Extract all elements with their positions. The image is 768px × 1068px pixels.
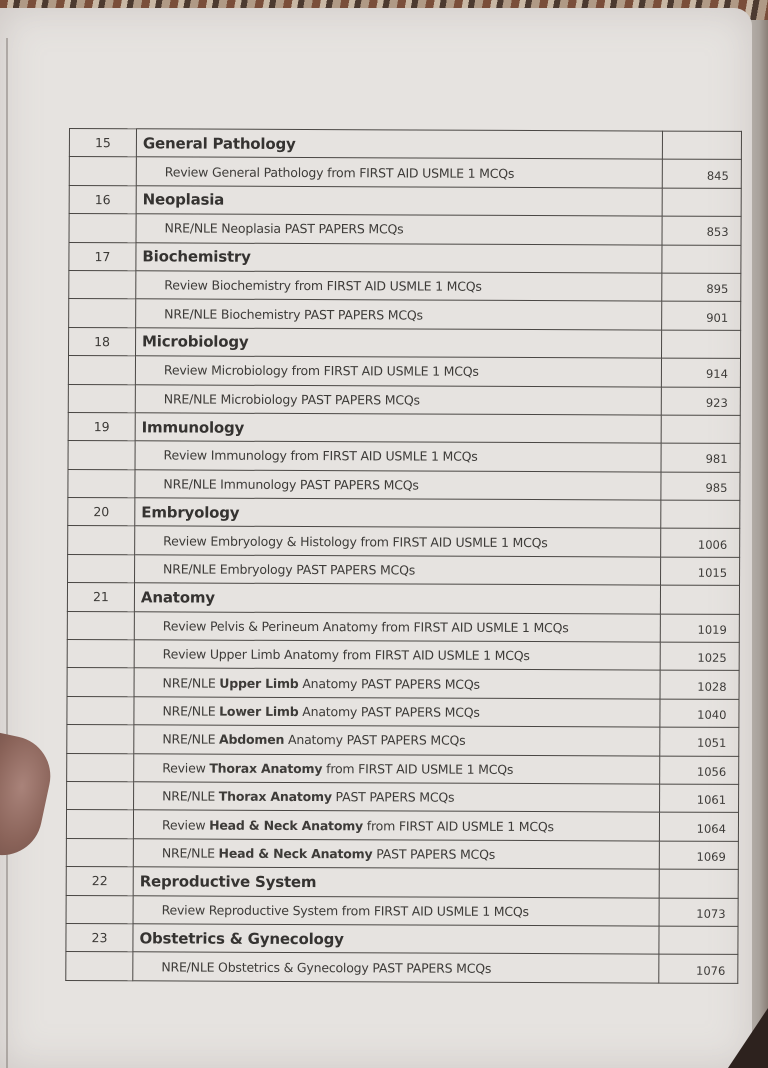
chapter-number: 16 (69, 185, 136, 214)
empty-number-cell (67, 640, 134, 669)
entry-text: Review Immunology from FIRST AID USMLE 1 MCQs (163, 447, 478, 465)
entry-title (133, 810, 659, 841)
entry-title (136, 157, 662, 188)
chapter-row (66, 867, 738, 898)
entry-page-number: 1069 (659, 841, 738, 870)
empty-number-cell (68, 554, 135, 583)
chapter-number: 18 (69, 327, 136, 356)
entry-text-bold: Abdomen (219, 732, 285, 748)
entry-title (135, 441, 661, 472)
chapter-row (69, 185, 741, 216)
entry-page-number: 1073 (659, 898, 738, 927)
entry-page-number: 1040 (660, 699, 739, 728)
entry-text-prefix: NRE/NLE (162, 731, 220, 748)
entry-page-number: 853 (662, 216, 741, 245)
entry-text-prefix: NRE/NLE (162, 788, 219, 804)
empty-number-cell (66, 952, 133, 981)
entry-title (136, 299, 662, 330)
empty-number-cell (68, 526, 135, 555)
entry-text-bold: Head & Neck Anatomy (209, 817, 364, 833)
entry-row (66, 810, 738, 841)
chapter-title: Immunology (135, 413, 661, 444)
entry-row (69, 270, 741, 301)
entry-text-bold: Lower Limb (219, 703, 299, 720)
entry-text: Review Microbiology from FIRST AID USMLE 1 MCQs (163, 362, 479, 380)
page-cell-empty (662, 330, 741, 359)
entry-title (134, 611, 660, 642)
entry-row (67, 725, 739, 756)
empty-number-cell (67, 668, 134, 697)
entry-text: Review General Pathology from FIRST AID USMLE 1 MCQs (164, 163, 515, 181)
entry-page-number: 914 (661, 358, 740, 387)
entry-row (67, 753, 739, 784)
chapter-number: 20 (68, 498, 135, 527)
empty-number-cell (69, 270, 136, 299)
chapter-title: Obstetrics & Gynecology (133, 924, 659, 955)
chapter-number: 17 (69, 242, 136, 271)
chapter-title: General Pathology (136, 129, 662, 160)
empty-number-cell (67, 725, 134, 754)
chapter-row (68, 412, 740, 443)
page-cell-empty (662, 245, 741, 274)
empty-number-cell (69, 214, 136, 243)
entry-text: Review Biochemistry from FIRST AID USMLE 1 MCQs (164, 277, 482, 294)
entry-page-number: 1051 (660, 727, 739, 756)
page-cell-empty (661, 500, 740, 529)
chapter-title: Embryology (135, 498, 661, 529)
page-cell-empty (662, 188, 741, 217)
entry-title (134, 725, 660, 756)
empty-number-cell (67, 781, 134, 810)
empty-number-cell (67, 753, 134, 782)
empty-number-cell (68, 356, 135, 385)
entry-row (66, 952, 738, 983)
chapter-row (66, 923, 738, 954)
entry-page-number: 1006 (661, 529, 740, 558)
entry-row (69, 299, 741, 330)
entry-row (67, 668, 739, 699)
page-fold-line (6, 38, 8, 1068)
entry-text-bold: Upper Limb (219, 675, 299, 691)
entry-row (66, 838, 738, 869)
chapter-title: Biochemistry (136, 242, 662, 273)
entry-page-number: 1019 (660, 614, 739, 643)
entry-row (66, 895, 738, 926)
entry-row (68, 441, 740, 472)
entry-row (68, 469, 740, 500)
chapter-row (67, 583, 739, 614)
chapter-number: 21 (67, 583, 134, 612)
chapter-number: 15 (69, 129, 136, 158)
entry-title (135, 469, 661, 500)
entry-text: Review Reproductive System from FIRST AID USMLE 1 MCQs (161, 902, 529, 919)
chapter-number: 19 (68, 412, 135, 441)
entry-title (135, 555, 661, 586)
empty-number-cell (66, 810, 133, 839)
page-cell-empty (659, 926, 738, 955)
entry-title (134, 640, 660, 671)
page-cell-empty (661, 415, 740, 444)
empty-number-cell (67, 696, 134, 725)
entry-text-suffix: Anatomy PAST PAPERS MCQs (284, 732, 466, 749)
page-cell-empty (662, 131, 741, 160)
entry-row (69, 214, 741, 245)
entry-text: NRE/NLE Neoplasia PAST PAPERS MCQs (164, 220, 404, 237)
empty-number-cell (69, 157, 136, 186)
entry-title (135, 526, 661, 557)
chapter-row (68, 498, 740, 529)
entry-title (134, 697, 660, 728)
empty-number-cell (68, 384, 135, 413)
entry-text: NRE/NLE Obstetrics & Gynecology PAST PAPERS MCQs (161, 958, 492, 976)
entry-text: NRE/NLE Immunology PAST PAPERS MCQs (163, 476, 419, 493)
chapter-title: Neoplasia (136, 186, 662, 217)
empty-number-cell (66, 895, 133, 924)
empty-number-cell (66, 838, 133, 867)
entry-text-suffix: PAST PAPERS MCQs (331, 789, 455, 805)
entry-page-number: 901 (662, 301, 741, 330)
table-of-contents (65, 128, 742, 984)
entry-title (136, 214, 662, 245)
entry-page-number: 985 (661, 472, 740, 501)
page-cell-empty (660, 585, 739, 614)
entry-text-bold: Head & Neck Anatomy (218, 845, 373, 862)
entry-text-suffix: Anatomy PAST PAPERS MCQs (298, 704, 480, 720)
entry-text-suffix: Anatomy PAST PAPERS MCQs (298, 675, 480, 692)
entry-text: Review Embryology & Histology from FIRST AID USMLE 1 MCQs (163, 533, 548, 550)
entry-title (136, 271, 662, 302)
entry-page-number: 1064 (659, 812, 738, 841)
entry-page-number: 895 (662, 273, 741, 302)
entry-text-suffix: from FIRST AID USMLE 1 MCQs (322, 760, 514, 777)
entry-page-number: 1076 (659, 954, 738, 983)
entry-text: Review Upper Limb Anatomy from FIRST AID USMLE 1 MCQs (162, 646, 530, 664)
entry-page-number: 1061 (660, 784, 739, 813)
entry-title (133, 952, 659, 983)
entry-text: NRE/NLE Embryology PAST PAPERS MCQs (163, 561, 416, 578)
empty-number-cell (68, 469, 135, 498)
entry-title (135, 356, 661, 387)
entry-text-prefix: NRE/NLE (161, 845, 219, 861)
entry-text-prefix: NRE/NLE (162, 675, 220, 691)
chapter-row (69, 129, 741, 160)
entry-row (68, 384, 740, 415)
chapter-row (69, 242, 741, 273)
entry-row (67, 781, 739, 812)
entry-page-number: 981 (661, 443, 740, 472)
entry-row (69, 157, 741, 188)
entry-page-number: 845 (662, 159, 741, 188)
entry-page-number: 1056 (660, 756, 739, 785)
entry-text-suffix: from FIRST AID USMLE 1 MCQs (362, 817, 554, 834)
entry-row (67, 640, 739, 671)
entry-title (133, 839, 659, 870)
entry-text-bold: Thorax Anatomy (209, 760, 323, 776)
chapter-title: Microbiology (136, 328, 662, 359)
chapter-row (69, 327, 741, 358)
entry-title (135, 384, 661, 415)
toc-body (66, 129, 742, 984)
entry-row (67, 611, 739, 642)
entry-text: Review Pelvis & Perineum Anatomy from FIRST AID USMLE 1 MCQs (162, 618, 569, 636)
entry-text-prefix: NRE/NLE (162, 703, 220, 719)
entry-title (133, 895, 659, 926)
entry-title (134, 753, 660, 784)
entry-page-number: 1025 (660, 642, 739, 671)
entry-page-number: 1015 (661, 557, 740, 586)
entry-page-number: 1028 (660, 671, 739, 700)
entry-row (68, 356, 740, 387)
chapter-title: Anatomy (134, 583, 660, 614)
chapter-number: 22 (66, 867, 133, 896)
chapter-title: Reproductive System (133, 867, 659, 898)
entry-text-prefix: Review (161, 816, 210, 833)
entry-text-prefix: Review (162, 760, 210, 776)
empty-number-cell (67, 611, 134, 640)
entry-page-number: 923 (661, 387, 740, 416)
entry-row (67, 696, 739, 727)
empty-number-cell (68, 441, 135, 470)
entry-title (134, 782, 660, 813)
chapter-number: 23 (66, 923, 133, 952)
entry-row (68, 554, 740, 585)
entry-title (134, 668, 660, 699)
entry-text: NRE/NLE Microbiology PAST PAPERS MCQs (163, 391, 420, 408)
entry-text: NRE/NLE Biochemistry PAST PAPERS MCQs (164, 305, 423, 323)
entry-row (68, 526, 740, 557)
empty-number-cell (69, 299, 136, 328)
entry-text-suffix: PAST PAPERS MCQs (372, 846, 496, 862)
entry-text-bold: Thorax Anatomy (218, 788, 332, 805)
page-cell-empty (659, 869, 738, 898)
